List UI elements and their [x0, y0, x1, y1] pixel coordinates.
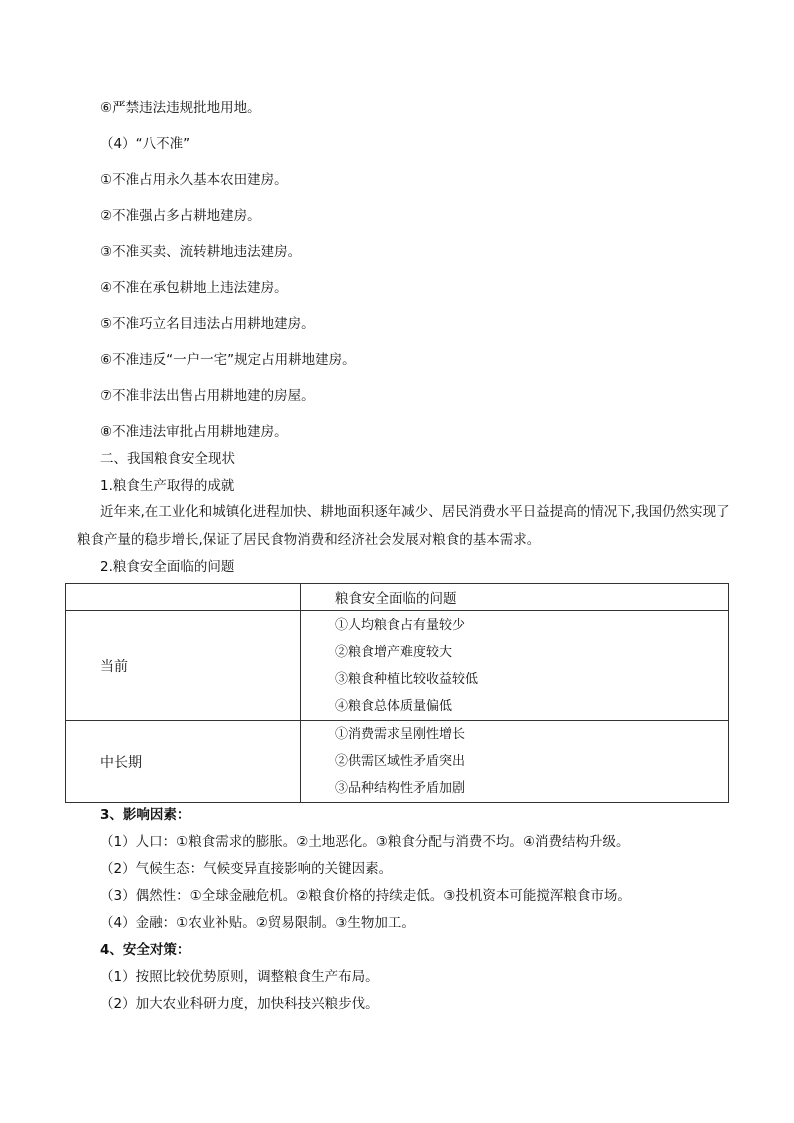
prohibition-8: ⑧不准违法审批占用耕地建房。 — [100, 424, 288, 440]
factor-finance: （4）金融：①农业补贴。②贸易限制。③生物加工。 — [100, 915, 415, 931]
prohibition-1: ①不准占用永久基本农田建房。 — [100, 172, 288, 188]
rule-line-6: ⑥严禁违法违规批地用地。 — [100, 100, 261, 116]
subsection-2-title: 2.粮食安全面临的问题 — [100, 559, 235, 575]
prohibition-3: ③不准买卖、流转耕地违法建房。 — [100, 244, 302, 260]
prohibition-6: ⑥不准违反“一户一宅”规定占用耕地建房。 — [100, 352, 356, 368]
list-item: ①消费需求呈刚性增长 — [335, 727, 466, 742]
list-item: ②供需区域性矛盾突出 — [335, 754, 466, 769]
table-header-left — [66, 584, 301, 611]
row-label-long-term: 中长期 — [66, 721, 301, 803]
table-header-right: 粮食安全面临的问题 — [301, 584, 729, 611]
factor-population: （1）人口：①粮食需求的膨胀。②土地恶化。③粮食分配与消费不均。④消费结构升级。 — [100, 834, 630, 850]
measure-1: （1）按照比较优势原则，调整粮食生产布局。 — [100, 969, 379, 985]
list-item: ①人均粮食占有量较少 — [335, 617, 466, 633]
subsection-1-paragraph: 近年来,在工业化和城镇化进程加快、耕地面积逐年减少、居民消费水平日益提高的情况下,我国仍然实现了粮食产量的稳步增长,保证了居民食物消费和经济社会发展对粮食的基本需求。 — [77, 504, 730, 548]
row-items-current — [301, 611, 729, 721]
table-row — [66, 611, 729, 721]
eight-prohibitions-heading: （4）“八不准” — [100, 136, 191, 152]
factor-contingency: （3）偶然性：①全球金融危机。②粮食价格的持续走低。③投机资本可能搅浑粮食市场。 — [100, 888, 631, 904]
table-row — [66, 721, 729, 803]
subsection-4-title: 4、安全对策： — [100, 942, 191, 958]
subsection-3-title: 3、影响因素： — [100, 807, 191, 823]
prohibition-2: ②不准强占多占耕地建房。 — [100, 208, 261, 224]
section-2-title: 二、我国粮食安全现状 — [100, 451, 235, 467]
list-item: ③品种结构性矛盾加剧 — [335, 781, 466, 796]
prohibition-4: ④不准在承包耕地上违法建房。 — [100, 280, 288, 296]
row-items-long-term — [301, 721, 729, 803]
subsection-1-title: 1.粮食生产取得的成就 — [100, 478, 235, 494]
list-item: ④粮食总体质量偏低 — [335, 698, 453, 714]
food-security-problems-table — [65, 583, 729, 803]
factor-climate: （2）气候生态：气候变异直接影响的关键因素。 — [100, 861, 393, 877]
list-item: ③粮食种植比较收益较低 — [335, 671, 479, 687]
prohibition-7: ⑦不准非法出售占用耕地建的房屋。 — [100, 388, 315, 404]
table-header-row — [66, 584, 729, 611]
list-item: ②粮食增产难度较大 — [335, 644, 453, 660]
row-label-current: 当前 — [66, 611, 301, 721]
prohibition-5: ⑤不准巧立名目违法占用耕地建房。 — [100, 316, 315, 332]
measure-2: （2）加大农业科研力度，加快科技兴粮步伐。 — [100, 996, 379, 1012]
